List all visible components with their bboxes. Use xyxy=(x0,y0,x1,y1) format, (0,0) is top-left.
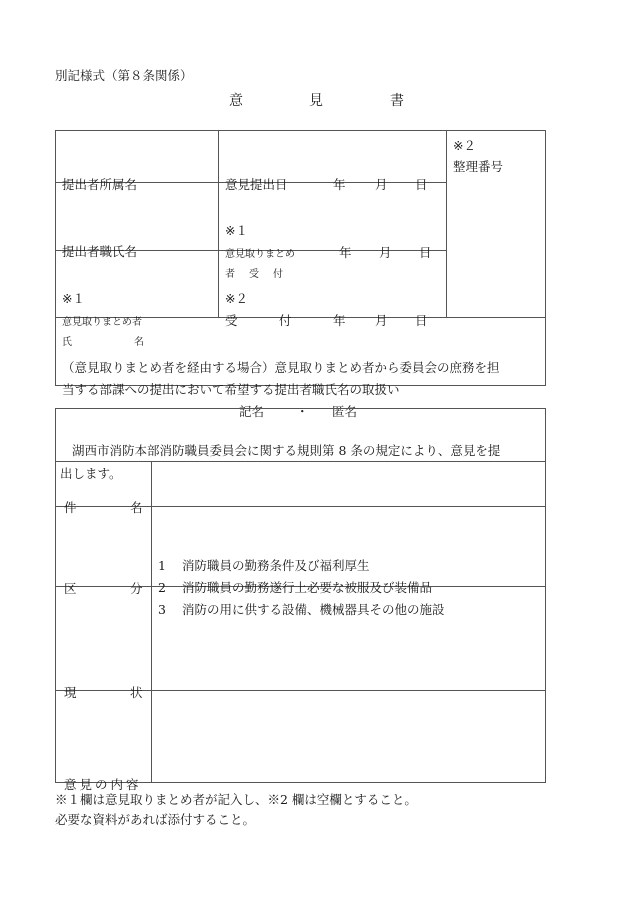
category-option-text: 消防の用に供する設備、機械器具その他の施設 xyxy=(181,601,445,617)
receive-label-b: 付 xyxy=(279,312,292,328)
category-label-b: 分 xyxy=(130,580,143,596)
month-label: 月 xyxy=(375,176,388,192)
current-status-label-cell xyxy=(56,587,152,700)
compiler-receive-label-2c: 付 xyxy=(273,269,283,281)
category-option-3[interactable] xyxy=(158,600,444,618)
current-status-label-a: 現 xyxy=(64,684,77,700)
compiler-name-label-2b: 名 xyxy=(134,336,144,348)
category-option-text: 消防職員の勤務条件及び福利厚生 xyxy=(181,557,370,573)
submit-date-cell[interactable] xyxy=(219,131,447,192)
opinion-content-label-cell xyxy=(56,691,152,792)
receive-label-a: 受 xyxy=(225,312,238,328)
mark-1: ※１ xyxy=(225,223,248,239)
title-char-3: 書 xyxy=(390,93,404,109)
year-label: 年 xyxy=(333,176,346,192)
anonymous-option[interactable]: 匿名 xyxy=(332,403,358,419)
day-label: 日 xyxy=(419,245,432,261)
ref-number-label: 整理番号 xyxy=(453,159,504,174)
option-separator: ・ xyxy=(296,403,309,419)
compiler-name-label-2a: 氏 xyxy=(62,336,72,348)
compiler-receive-label-1: 意見取りまとめ xyxy=(225,249,295,261)
opinion-content-label: 意見の内容 xyxy=(64,776,142,792)
mark-1: ※１ xyxy=(62,290,85,306)
day-label: 日 xyxy=(415,176,428,192)
category-option-1[interactable] xyxy=(158,556,369,574)
submitter-dept-cell[interactable] xyxy=(56,131,219,192)
year-label: 年 xyxy=(333,312,346,328)
category-option-text: 消防職員の勤務遂行上必要な被服及び装備品 xyxy=(181,579,432,595)
submitter-info-table xyxy=(55,130,546,419)
category-option-number: 3 xyxy=(158,601,166,617)
compiler-receive-label-2b: 受 xyxy=(249,269,259,281)
footnote-1: ※１欄は意見取りまとめ者が記入し、※2 欄は空欄とすること。 xyxy=(55,792,417,807)
submitter-name-label: 提出者職氏名 xyxy=(62,244,138,260)
compiler-receive-label-2a: 者 xyxy=(225,269,235,281)
category-option-number: 2 xyxy=(158,579,166,595)
title-char-1: 意 xyxy=(229,93,243,109)
category-option-2[interactable] xyxy=(158,578,432,596)
intro-cell xyxy=(56,409,546,481)
title-char-2: 見 xyxy=(309,93,323,109)
submitter-dept-label: 提出者所属名 xyxy=(62,176,138,192)
footnote-2: 必要な資料があれば添付すること。 xyxy=(55,812,256,827)
category-label-a: 区 xyxy=(64,580,77,596)
day-label: 日 xyxy=(415,312,428,328)
ref-number-cell[interactable] xyxy=(447,131,546,318)
submit-date-label: 意見提出日 xyxy=(225,176,288,192)
compiler-receive-cell[interactable] xyxy=(219,183,447,281)
mark-2: ※２ xyxy=(453,138,476,153)
month-label: 月 xyxy=(379,245,392,261)
named-option[interactable]: 記名 xyxy=(239,403,265,419)
category-options-cell[interactable] xyxy=(152,507,546,617)
category-label-cell xyxy=(56,507,152,596)
year-label: 年 xyxy=(339,245,352,261)
month-label: 月 xyxy=(375,312,388,328)
form-number: 別記様式（第８条関係） xyxy=(55,68,193,83)
mark-2: ※２ xyxy=(225,290,248,306)
subject-label-a: 件 xyxy=(64,500,77,515)
subject-field[interactable] xyxy=(152,462,546,507)
category-option-number: 1 xyxy=(158,557,166,573)
compiler-name-label-1: 意見取りまとめ者 xyxy=(62,316,142,328)
intro-text-1: 湖西市消防本部消防職員委員会に関する規則第 8 条の規定により、意見を提 xyxy=(72,443,501,458)
handling-text-1: （意見取りまとめ者を経由する場合）意見取りまとめ者から委員会の庶務を担 xyxy=(62,359,500,375)
subject-label-b: 名 xyxy=(130,500,143,515)
handling-text-2: 当する部課への提出において希望する提出者職氏名の取扱い xyxy=(62,381,400,397)
opinion-table xyxy=(55,408,546,792)
current-status-label-b: 状 xyxy=(130,684,143,700)
intro-text-2: 出します。 xyxy=(60,466,122,481)
submitter-name-cell[interactable] xyxy=(56,183,219,260)
opinion-content-field[interactable] xyxy=(152,691,546,783)
